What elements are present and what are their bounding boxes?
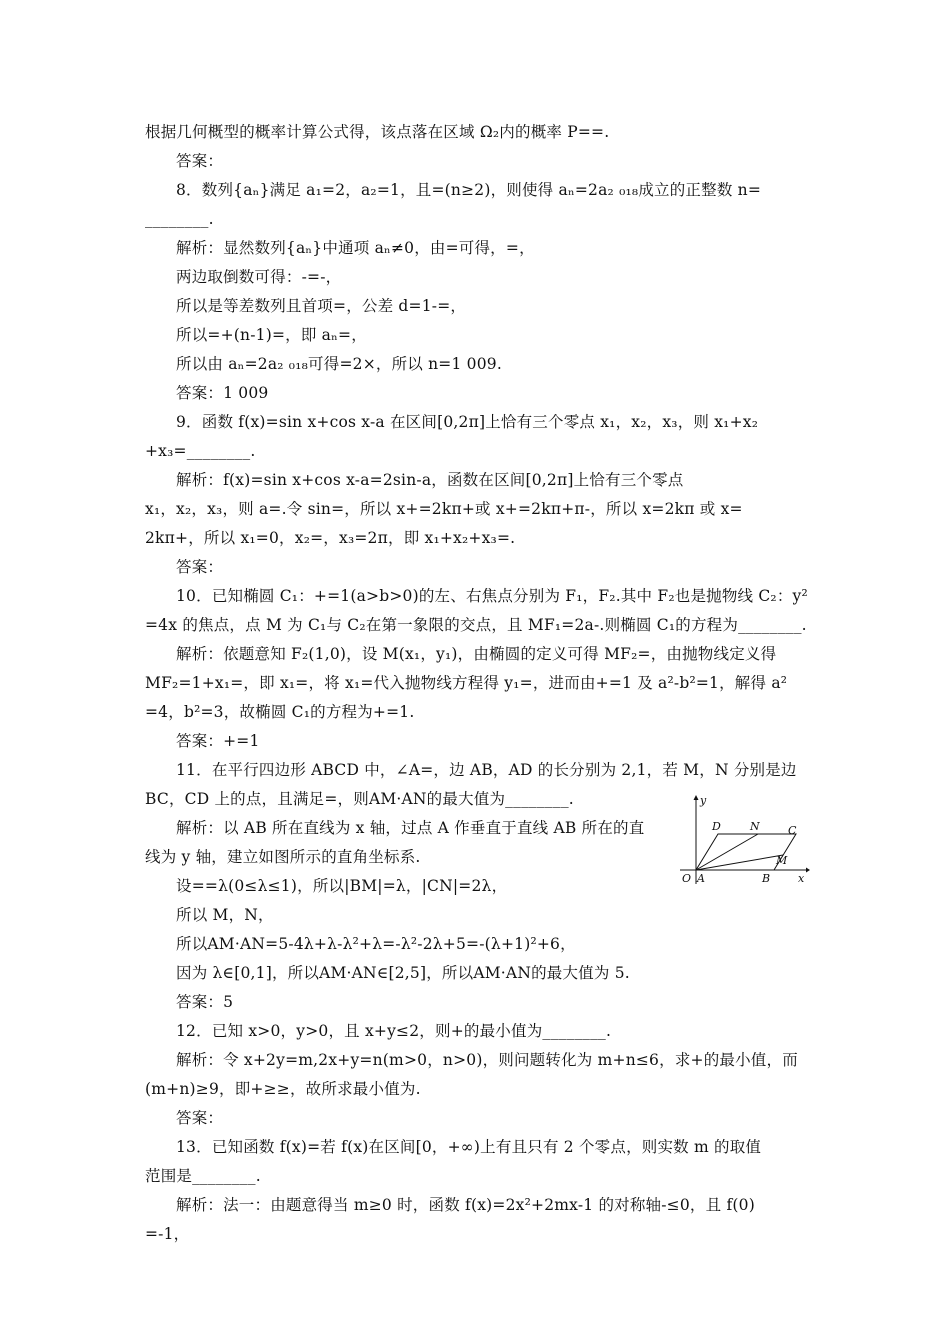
problem-11: 11．在平行四边形 ABCD 中，∠A=，边 AB，AD 的长分别为 2,1，若 M，N 分别是边 [176, 761, 797, 779]
solution-line: 所以 M，N， [176, 906, 274, 924]
label-x: x [798, 872, 805, 885]
problem-12: 12．已知 x>0，y>0，且 x+y≤2，则+的最小值为________. [176, 1022, 612, 1040]
problem-10: 10．已知椭圆 C₁：+=1(a>b>0)的左、右焦点分别为 F₁，F₂.其中 F₂也是抛物线 C₂：y² [176, 587, 808, 605]
answer-line: 答案： [176, 1109, 224, 1127]
answer-line: 答案：1 009 [176, 384, 269, 402]
answer-line: 答案： [176, 152, 224, 170]
solution-line: (m+n)≥9，即+≥≥，故所求最小值为. [145, 1080, 421, 1098]
solution-line: 两边取倒数可得：-=-， [176, 268, 342, 286]
solution-line: MF₂=1+x₁=，即 x₁=，将 x₁=代入抛物线方程得 y₁=，进而由+=1 及 a²-b²=1，解得 a² [145, 674, 788, 692]
problem-8: 8．数列{aₙ}满足 a₁=2，a₂=1，且=(n≥2)，则使得 aₙ=2a₂ ₀₁₈成立的正整数 n= [176, 181, 762, 199]
solution-line: 设==λ(0≤λ≤1)，所以|BM|=λ，|CN|=2λ， [176, 877, 508, 895]
solution-line: 解析：依题意知 F₂(1,0)，设 M(x₁，y₁)，由椭圆的定义可得 MF₂=，由抛物线定义得 [176, 645, 777, 663]
text-line: BC，CD 上的点，且满足=，则AM·AN的最大值为________. [145, 790, 574, 808]
answer-line: 答案：+=1 [176, 732, 260, 750]
coordinate-figure [676, 792, 811, 887]
solution-line: 所以由 aₙ=2a₂ ₀₁₈可得=2×，所以 n=1 009. [176, 355, 502, 373]
solution-line: 因为 λ∈[0,1]，所以AM·AN∈[2,5]，所以AM·AN的最大值为 5. [176, 964, 630, 982]
answer-line: 答案：5 [176, 993, 234, 1011]
label-b: B [762, 872, 771, 885]
label-y: y [700, 794, 707, 807]
text-line: ________. [145, 210, 214, 228]
problem-9: 9．函数 f(x)=sin x+cos x-a 在区间[0,2π]上恰有三个零点 x₁，x₂，x₃，则 x₁+x₂ [176, 413, 759, 431]
text-line: +x₃=________. [145, 442, 256, 460]
label-d: D [712, 820, 721, 833]
solution-line: 所以AM·AN=5-4λ+λ-λ²+λ=-λ²-2λ+5=-(λ+1)²+6， [176, 935, 576, 953]
solution-line: 解析：以 AB 所在直线为 x 轴，过点 A 作垂直于直线 AB 所在的直 [176, 819, 645, 837]
label-c: C [788, 824, 797, 837]
label-o: O [682, 872, 692, 885]
solution-line: 所以=+(n-1)=，即 aₙ=， [176, 326, 367, 344]
label-m: M [776, 854, 788, 867]
text-line: =4x 的焦点，点 M 为 C₁与 C₂在第一象限的交点，且 MF₁=2a-.则椭圆 C₁的方程为________. [145, 616, 807, 634]
solution-line: =4，b²=3，故椭圆 C₁的方程为+=1. [145, 703, 415, 721]
solution-line: 解析：显然数列{aₙ}中通项 aₙ≠0，由=可得，=， [176, 239, 535, 257]
solution-line: x₁，x₂，x₃，则 a=.令 sin=，所以 x+=2kπ+或 x+=2kπ+π-，所以 x=2kπ 或 x= [145, 500, 743, 518]
solution-line: =-1， [145, 1225, 190, 1243]
solution-line: 解析：法一：由题意得当 m≥0 时，函数 f(x)=2x²+2mx-1 的对称轴-≤0，且 f(0) [176, 1196, 755, 1214]
label-a: A [697, 872, 705, 885]
text-line: 根据几何概型的概率计算公式得，该点落在区域 Ω₂内的概率 P==. [145, 123, 610, 141]
problem-13: 13．已知函数 f(x)=若 f(x)在区间[0，+∞)上有且只有 2 个零点，则实数 m 的取值 [176, 1138, 762, 1156]
solution-line: 解析：f(x)=sin x+cos x-a=2sin-a，函数在区间[0,2π]上恰有三个零点 [176, 471, 684, 489]
y-axis-arrow [694, 795, 699, 800]
solution-line: 2kπ+，所以 x₁=0，x₂=，x₃=2π，即 x₁+x₂+x₃=. [145, 529, 516, 547]
solution-line: 线为 y 轴，建立如图所示的直角坐标系. [145, 848, 421, 866]
x-axis-arrow [806, 868, 810, 873]
answer-line: 答案： [176, 558, 224, 576]
label-n: N [750, 820, 760, 833]
solution-line: 所以是等差数列且首项=，公差 d=1-=， [176, 297, 467, 315]
solution-line: 解析：令 x+2y=m,2x+y=n(m>0，n>0)，则问题转化为 m+n≤6，求+的最小值，而 [176, 1051, 798, 1069]
text-line: 范围是________. [145, 1167, 261, 1185]
